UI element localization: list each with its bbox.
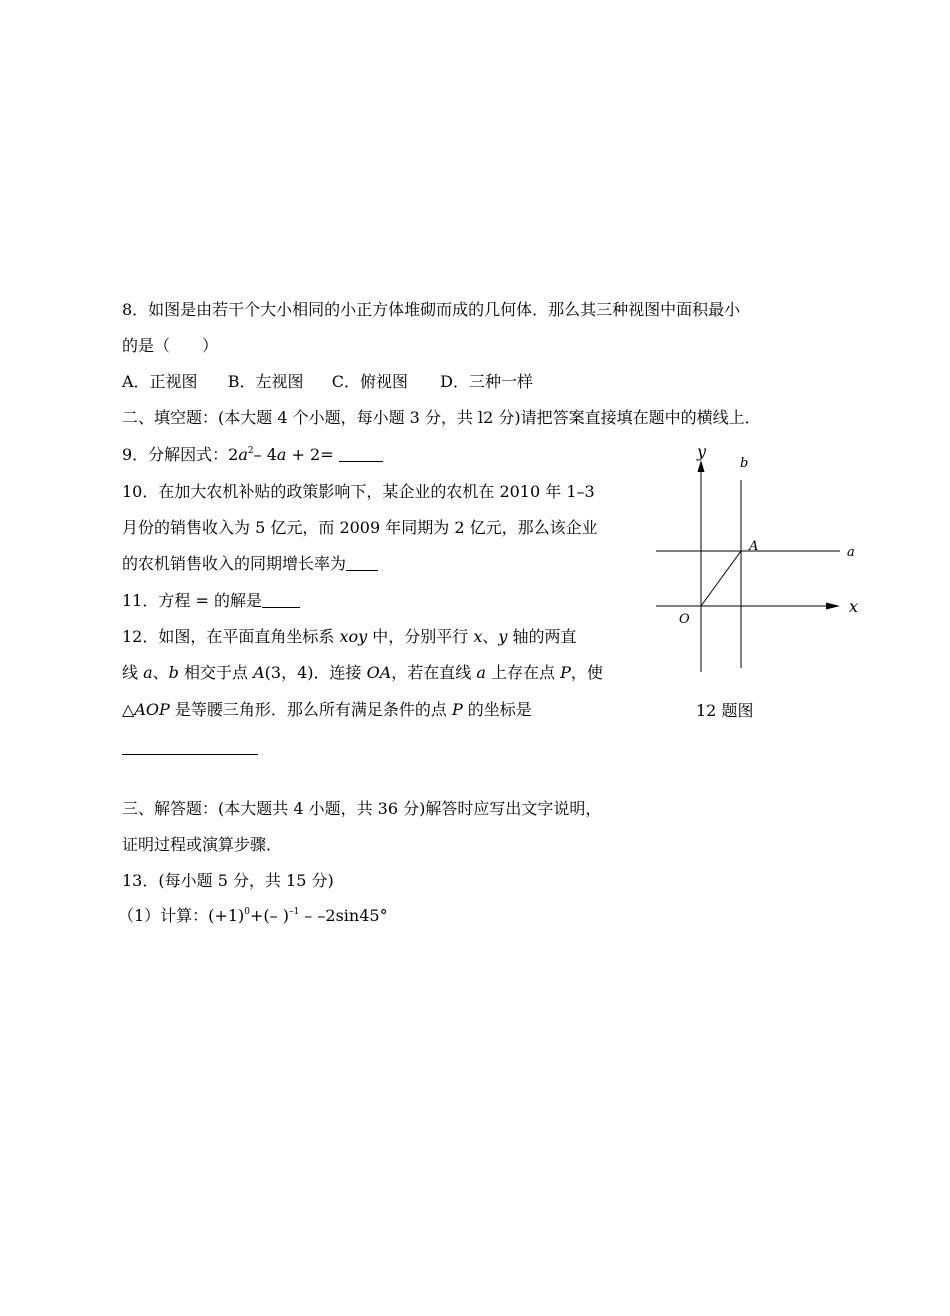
x-axis-arrow <box>826 603 840 610</box>
q8-option-d: D．三种一样 <box>440 372 533 391</box>
q13-header: 13．(每小题 5 分，共 15 分) <box>122 871 334 890</box>
a-label: a <box>847 545 855 560</box>
section3-line1: 三、解答题：(本大题共 4 小题，共 36 分)解答时应写出文字说明， <box>122 799 602 818</box>
q10-line2: 月份的销售收入为 5 亿元，而 2009 年同期为 2 亿元，那么该企业 <box>122 518 598 537</box>
q12-line3: △AOP 是等腰三角形．那么所有满足条件的点 P 的坐标是 <box>122 700 532 719</box>
q11-answer-blank <box>262 591 300 608</box>
q8-option-b: B．左视图 <box>227 372 304 391</box>
q8-line2: 的是（ ） <box>122 336 219 355</box>
figure-caption: 12 题图 <box>696 701 754 720</box>
q12-answer-line <box>122 737 258 759</box>
q9-line: 9．分解因式：$2a^2-$ 4a + 2= <box>122 444 383 466</box>
origin-label: O <box>679 612 690 627</box>
q10-answer-blank <box>346 554 378 571</box>
q8-options <box>122 371 533 393</box>
q12-answer-blank <box>122 738 258 755</box>
coordinate-figure <box>650 440 870 680</box>
q9-answer-blank <box>339 445 383 462</box>
q10-line1: 10．在加大农机补贴的政策影响下，某企业的农机在 2010 年 1–3 <box>122 482 595 501</box>
section2-heading: 二、填空题：(本大题 4 个小题，每小题 3 分，共 l2 分)请把答案直接填在题中的横线上． <box>122 408 761 427</box>
q12-line2: 线 a、b 相交于点 A(3，4)．连接 OA，若在直线 a 上存在点 P，使 <box>122 663 603 682</box>
y-label: y <box>697 442 707 461</box>
q8-option-a: A．正视图 <box>122 372 198 391</box>
b-label: b <box>740 456 749 471</box>
q10-line3: 的农机销售收入的同期增长率为 <box>122 553 378 575</box>
x-label: x <box>849 597 859 616</box>
q13-sub1: （1）计算：$(+1)^0+(-$ )$^{-1}$ – –2sin45° <box>118 906 388 925</box>
q8-option-c: C．俯视图 <box>331 372 408 391</box>
section3-line2: 证明过程或演算步骤． <box>122 835 283 854</box>
y-axis-arrow <box>698 460 705 472</box>
q8-line1: 8．如图是由若干个大小相同的小正方体堆砌而成的几何体．那么其三种视图中面积最小 <box>122 300 741 319</box>
q12-line1: 12．如图，在平面直角坐标系 xoy 中，分别平行 x、y 轴的两直 <box>122 627 577 646</box>
segment-oa <box>701 551 741 606</box>
point-a-label: A <box>749 539 759 554</box>
q11-line: 11．方程 = 的解是 <box>122 590 300 612</box>
